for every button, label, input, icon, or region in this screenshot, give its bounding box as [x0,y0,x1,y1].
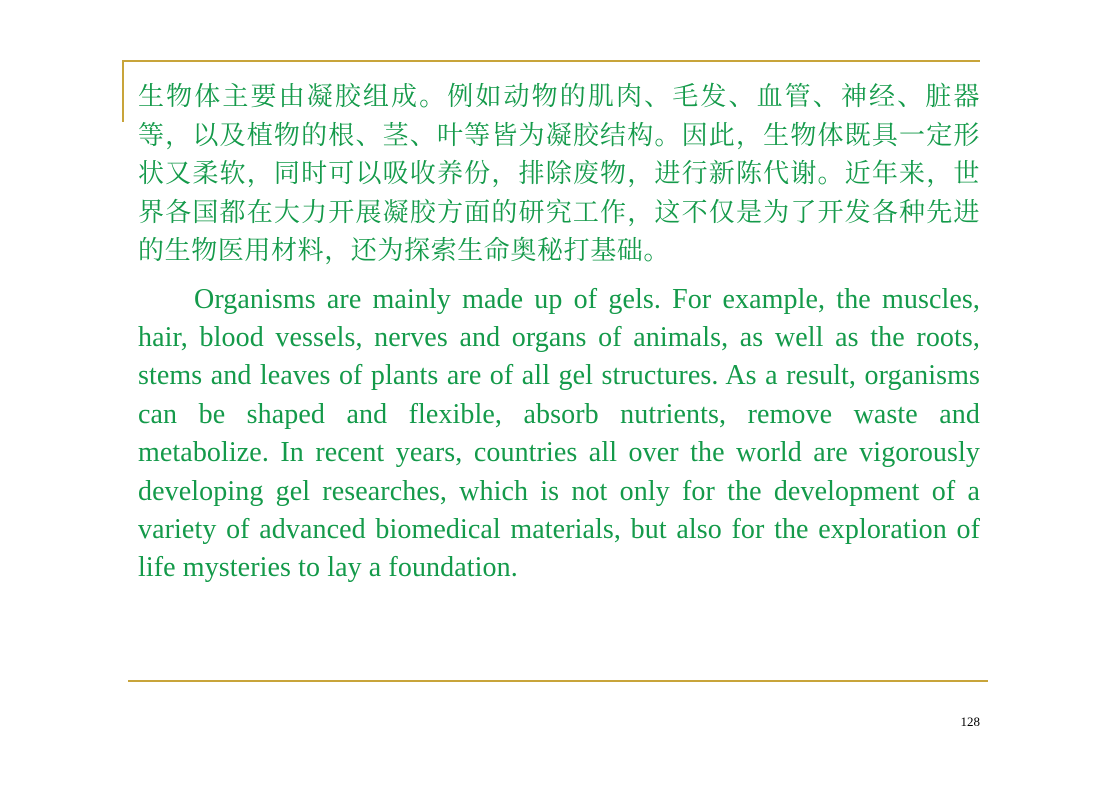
english-paragraph: Organisms are mainly made up of gels. For example, the muscles, hair, blood vessels, nerves and organs of animals, as well as the roots, stems and leaves of plants are of all gel structures. As a result, organisms can be shaped and flexible, absorb nutrients, remove waste and metabolize. In recent years, countries all over the world are vigorously developing gel researches, which is not only for the development of a variety of advanced biomedical materials, but also for the exploration of life mysteries to lay a foundation. [138,283,980,584]
page-number: 128 [960,714,980,729]
slide-body [138,78,980,588]
left-accent-line [122,60,124,122]
bottom-divider-line [128,680,988,682]
top-divider-line [122,60,980,62]
chinese-paragraph: 生物体主要由凝胶组成。例如动物的肌肉、毛发、血管、神经、脏器等，以及植物的根、茎、叶等皆为凝胶结构。因此，生物体既具一定形状又柔软，同时可以吸收养份，排除废物，进行新陈代谢。近年来，世界各国都在大力开展凝胶方面的研究工作，这不仅是为了开发各种先进的生物医用材料，还为探索生命奥秘打基础。 [138,82,980,266]
